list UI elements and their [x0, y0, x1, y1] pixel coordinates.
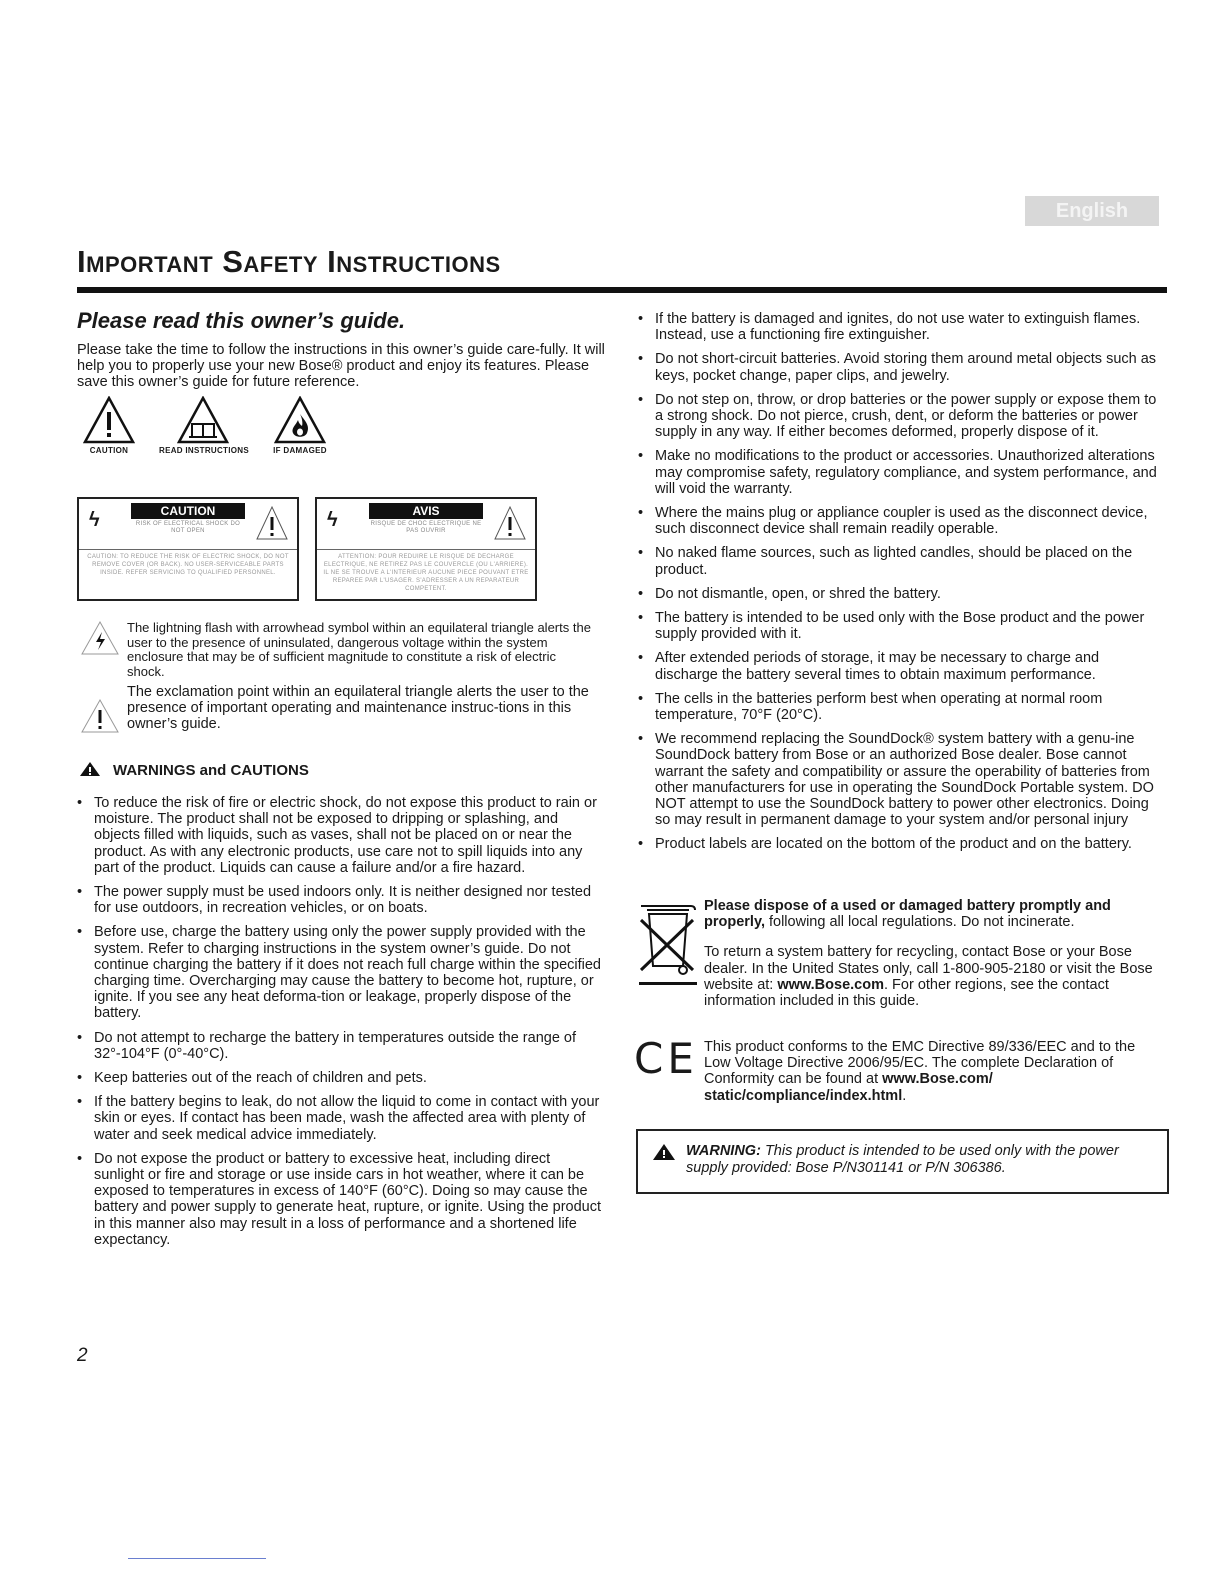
list-item: • After extended periods of storage, it may be necessary to charge and discharge the battery several times to obtain maximum performance. [638, 650, 1166, 682]
lightning-icon: ϟ [89, 509, 100, 531]
ce-mark-icon: CE [634, 1034, 698, 1083]
warning-label: WARNING: [686, 1143, 761, 1159]
warning-icon [79, 761, 101, 777]
lightning-explanation: The lightning flash with arrowhead symbol within an equilateral triangle alerts the user to the presence of uninsulated, dangerous voltage within the system enclosure that may be of sufficient magnitude to constitute a risk of electric shock. [127, 620, 591, 679]
page-title: Important Safety Instructions [77, 244, 501, 279]
label-banner: CAUTION [131, 503, 245, 519]
exclamation-triangle-icon [80, 698, 120, 734]
label-top [79, 499, 297, 550]
ce-text-end: . [902, 1087, 907, 1104]
caution-label-box [77, 497, 299, 601]
flame-triangle-icon [274, 396, 326, 444]
list-item: • Do not dismantle, open, or shred the battery. [638, 586, 1166, 602]
footer-line [128, 1558, 266, 1559]
warning-text [686, 1143, 1146, 1176]
return-text: To return a system battery for recycling, contact Bose or your Bose dealer. In the United States only, call 1-800-905-2180 or visit the Bose website at: [704, 944, 1153, 993]
list-item: • Before use, charge the battery using only the power supply provided with the system. Refer to charging instructions in the system owner’s guide. Do not continue charging the battery if it does not reach full charge within the specified charging time. Overcharging may cause the battery to become hot, rupture, or ignite. If you see any heat deforma-tion or leakage, properly dispose of the battery. [77, 924, 602, 1021]
section-subtitle: Please read this owner’s guide. [77, 308, 406, 333]
list-item: • If the battery begins to leak, do not allow the liquid to come in contact with your skin or eyes. If contact has been made, wash the affected area with plenty of water and seek medical advice immediately. [77, 1094, 602, 1143]
return-text-end: . For other regions, see the contact information included in this guide. [704, 976, 1109, 1010]
left-bullet-list [77, 795, 602, 1256]
symbol-label: READ INSTRUCTIONS [159, 446, 249, 455]
list-item: • Do not expose the product or battery to excessive heat, including direct sunlight or fire and storage or use inside cars in hot weather, where it can be exposed to temperatures in excess of 140°F (60°C). Doing so may cause the battery and power supply to generate heat, rupture, or ignite. Using the product in this manner also may result in a loss of performance and a shortened life expectancy. [77, 1151, 602, 1248]
list-item: • Do not short-circuit batteries. Avoid storing them around metal objects such as keys, pocket change, paper clips, and jewelry. [638, 351, 1166, 383]
symbol-if-damaged [263, 396, 337, 455]
list-item: • Do not step on, throw, or drop batteries or the power supply or expose them to a strong shock. Do not pierce, crush, dent, or deform the batteries or power supply in any way. If either becomes deformed, properly dispose of it. [638, 392, 1166, 441]
symbol-caution [77, 396, 141, 455]
list-item: • To reduce the risk of fire or electric shock, do not expose this product to rain or moisture. The product shall not be exposed to dripping or splashing, and objects filled with liquids, such as vases, shall not be placed on or near the product. As with any electronic products, use care not to spill liquids into any part of the product. Liquids can cause a failure and/or a fire hazard. [77, 795, 602, 876]
list-item: • Where the mains plug or appliance coupler is used as the disconnect device, such disconnect device shall remain readily operable. [638, 505, 1166, 537]
warnings-heading-text: WARNINGS and CAUTIONS [113, 762, 309, 779]
label-small-text: RISK OF ELECTRICAL SHOCK DO NOT OPEN [135, 521, 241, 534]
exclamation-triangle-icon [493, 505, 527, 541]
list-item: • The power supply must be used indoors only. It is neither designed nor tested for use outdoors, in recreation vehicles, or on boats. [77, 884, 602, 916]
list-item: • The battery is intended to be used only with the Bose product and the power supply provided with it. [638, 610, 1166, 642]
label-small-text: RISQUE DE CHOC ELECTRIQUE NE PAS OUVRIR [370, 521, 482, 534]
ce-text: This product conforms to the EMC Directive 89/336/EEC and to the Low Voltage Directive 2006/95/EC. The complete Declaration of Conformity can be found at [704, 1039, 1136, 1088]
warning-box [636, 1129, 1169, 1194]
list-item: • Keep batteries out of the reach of children and pets. [77, 1070, 602, 1086]
dispose-bold: Please dispose of a used or damaged battery promptly and properly, [704, 898, 1111, 931]
crossed-bin-icon [637, 898, 699, 990]
list-item: • Product labels are located on the bottom of the product and on the battery. [638, 836, 1166, 852]
lightning-icon: ϟ [327, 509, 338, 531]
warning-icon [652, 1143, 676, 1161]
exclamation-triangle-icon [83, 396, 135, 444]
intro-paragraph: Please take the time to follow the instructions in this owner’s guide care-fully. It will help you to properly use your new Bose® product and enjoy its features. Please save this owner’s guide for future reference. [77, 342, 605, 391]
dispose-paragraph [704, 898, 1166, 930]
right-bullet-list [638, 311, 1166, 861]
warnings-heading [77, 761, 309, 779]
language-tab: English [1025, 196, 1159, 226]
label-fine-text: ATTENTION: POUR REDUIRE LE RISQUE DE DECHARGE ELECTRIQUE, NE RETIREZ PAS LE COUVERCLE (OU L'ARRIERE). IL NE SE TROUVE A L'INTERIEUR AUCUNE PIECE POUVANT ETRE REPAREE PAR L'USAGER. S'ADRESSER A UN REPARATEUR COMPETENT. [323, 554, 529, 592]
title-rule [77, 287, 1167, 293]
bose-website-link[interactable]: www.Bose.com [777, 976, 884, 993]
ce-paragraph [704, 1039, 1164, 1104]
symbol-label: CAUTION [89, 446, 129, 455]
page-number: 2 [77, 1345, 88, 1366]
symbol-label: IF DAMAGED [273, 446, 327, 455]
label-banner: AVIS [369, 503, 483, 519]
list-item: • Make no modifications to the product or accessories. Unauthorized alterations may compromise safety, regulatory compliance, and system performance, and will void the warranty. [638, 448, 1166, 497]
book-triangle-icon [177, 396, 229, 444]
label-top [317, 499, 535, 550]
symbol-row [77, 396, 337, 468]
dispose-rest: following all local regulations. Do not incinerate. [764, 914, 1075, 931]
avis-label-box [315, 497, 537, 601]
list-item: • No naked flame sources, such as lighted candles, should be placed on the product. [638, 545, 1166, 577]
dispose-block [704, 898, 1166, 1009]
exclamation-triangle-icon [255, 505, 289, 541]
list-item: • We recommend replacing the SoundDock® system battery with a genu-ine SoundDock battery from Bose or an authorized Bose dealer. Bose cannot warrant the safety and compatibility or assure the operability of batteries from other manufacturers for use in operating the SoundDock Portable system. DO NOT attempt to use the SoundDock battery to power other electronics. Doing so may result in permanent damage to your system and/or personal injury [638, 731, 1166, 828]
list-item: • Do not attempt to recharge the battery in temperatures outside the range of 32°-104°F (0°-40°C). [77, 1030, 602, 1062]
return-paragraph [704, 944, 1166, 1009]
lightning-triangle-icon [80, 620, 120, 656]
compliance-link[interactable]: www.Bose.com/ static/compliance/index.html [704, 1071, 993, 1104]
label-fine-text: CAUTION: TO REDUCE THE RISK OF ELECTRIC SHOCK, DO NOT REMOVE COVER (OR BACK). NO USER-SERVICEABLE PARTS INSIDE. REFER SERVICING TO QUALIFIED PERSONNEL. [87, 554, 289, 576]
exclamation-explanation: The exclamation point within an equilateral triangle alerts the user to the presence of important operating and maintenance instruc-tions in this owner’s guide. [127, 684, 589, 733]
list-item: • The cells in the batteries perform best when operating at normal room temperature, 70°F (20°C). [638, 691, 1166, 723]
list-item: • If the battery is damaged and ignites, do not use water to extinguish flames. Instead, use a functioning fire extinguisher. [638, 311, 1166, 343]
warning-body: This product is intended to be used only with the power supply provided: Bose P/N301141 or P/N 306386. [686, 1143, 1119, 1176]
symbol-read-instructions [159, 396, 247, 455]
